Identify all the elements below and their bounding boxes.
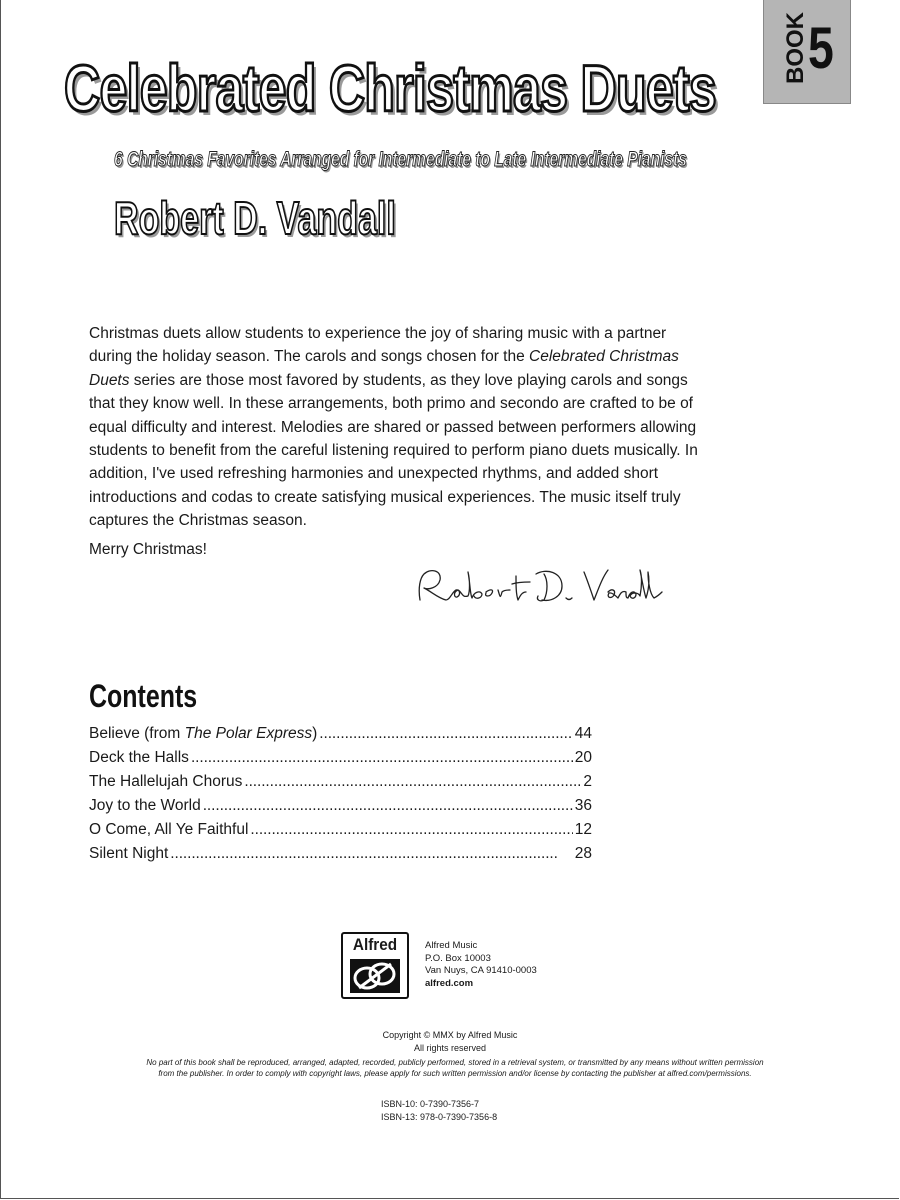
music-note-icon	[349, 958, 401, 994]
book-number: 5	[808, 16, 834, 81]
toc-title-text: The Hallelujah Chorus	[89, 773, 243, 790]
toc-leader-dots	[244, 770, 581, 794]
toc-entry[interactable]	[89, 722, 592, 746]
toc-page-number: 28	[574, 845, 592, 862]
author-name: Robert D. Vandall	[114, 192, 396, 244]
toc-title-text: Silent Night	[89, 845, 169, 862]
toc-entry-title	[89, 722, 317, 746]
toc-page-number: 2	[583, 773, 592, 790]
introduction-paragraph	[89, 322, 709, 533]
publisher-name: Alfred Music	[425, 940, 478, 951]
toc-entry-title	[89, 770, 242, 794]
toc-title-italic: The Polar Express	[184, 725, 313, 742]
toc-leader-dots	[170, 842, 572, 866]
book-number-tab	[763, 0, 851, 104]
intro-text-part-2: series are those most favored by students, as they love playing carols and songs that they know well. In these arrangements, both primo and secondo are crafted to be of equal difficulty and interest. Melodies are shared or passed between performers allowing students to benefit from the careful listening required to perform piano duets musically. In addition, I've used refreshing harmonies and unexpected rhythms, and added short introductions and codas to create satisfying musical experiences. The music itself truly captures the Christmas season.	[89, 371, 698, 530]
intro-series-title: Celebrated Christmas Duets	[89, 348, 679, 389]
toc-title-text: Believe (from	[89, 725, 185, 742]
publisher-website-link[interactable]: alfred.com	[425, 977, 474, 989]
toc-entry-title	[89, 794, 201, 818]
toc-entry[interactable]	[89, 842, 592, 866]
rights-reserved-line: All rights reserved	[413, 1042, 487, 1053]
book-title: Celebrated Christmas Duets	[64, 51, 717, 125]
toc-title-text: Deck the Halls	[89, 749, 189, 766]
toc-entry-title	[89, 746, 189, 770]
isbn-10: ISBN-10: 0-7390-7356-7	[381, 1099, 480, 1109]
toc-page-number: 20	[574, 749, 592, 766]
logo-wordmark: Alfred	[352, 935, 398, 954]
closing-greeting: Merry Christmas!	[89, 541, 207, 558]
contents-heading: Contents	[89, 678, 198, 714]
book-subtitle: 6 Christmas Favorites Arranged for Intermediate to Late Intermediate Pianists	[114, 148, 687, 171]
toc-entry[interactable]	[89, 746, 592, 770]
publisher-po-box: P.O. Box 10003	[425, 952, 491, 964]
toc-title-text: O Come, All Ye Faithful	[89, 821, 249, 838]
toc-leader-dots	[203, 794, 573, 818]
toc-page-number: 44	[574, 725, 592, 742]
publisher-address	[425, 940, 537, 990]
publisher-logo	[341, 932, 409, 999]
toc-entry-title	[89, 818, 248, 842]
toc-leader-dots	[191, 746, 573, 770]
publisher-city: Van Nuys, CA 91410-0003	[425, 965, 537, 976]
isbn-13: ISBN-13: 978-0-7390-7356-8	[381, 1111, 498, 1122]
toc-title-end: )	[312, 725, 318, 742]
toc-entry[interactable]	[89, 818, 592, 842]
copyright-block	[0, 1029, 900, 1054]
toc-entry[interactable]	[89, 794, 592, 818]
intro-text-part-1: Christmas duets allow students to experience the joy of sharing music with a partner during the holiday season. The carols and songs chosen for the	[89, 325, 667, 366]
toc-entry[interactable]	[89, 770, 592, 794]
author-signature	[412, 562, 672, 612]
toc-page-number: 12	[574, 821, 592, 838]
table-of-contents	[89, 722, 592, 866]
toc-leader-dots	[250, 818, 572, 842]
book-label: BOOK	[782, 12, 809, 84]
toc-leader-dots	[319, 722, 572, 746]
toc-entry-title	[89, 842, 168, 866]
toc-page-number: 36	[574, 797, 592, 814]
copyright-line: Copyright © MMX by Alfred Music	[382, 1030, 518, 1040]
isbn-block	[381, 1098, 497, 1123]
legal-notice: No part of this book shall be reproduced, arranged, adapted, recorded, publicly performed, stored in a retrieval system, or transmitted by any means without written permission from the publisher. In order to comply with copyright laws, please apply for such written permission and/or license by contacting the publisher at alfred.com/permissions.	[146, 1058, 764, 1078]
toc-title-text: Joy to the World	[89, 797, 201, 814]
